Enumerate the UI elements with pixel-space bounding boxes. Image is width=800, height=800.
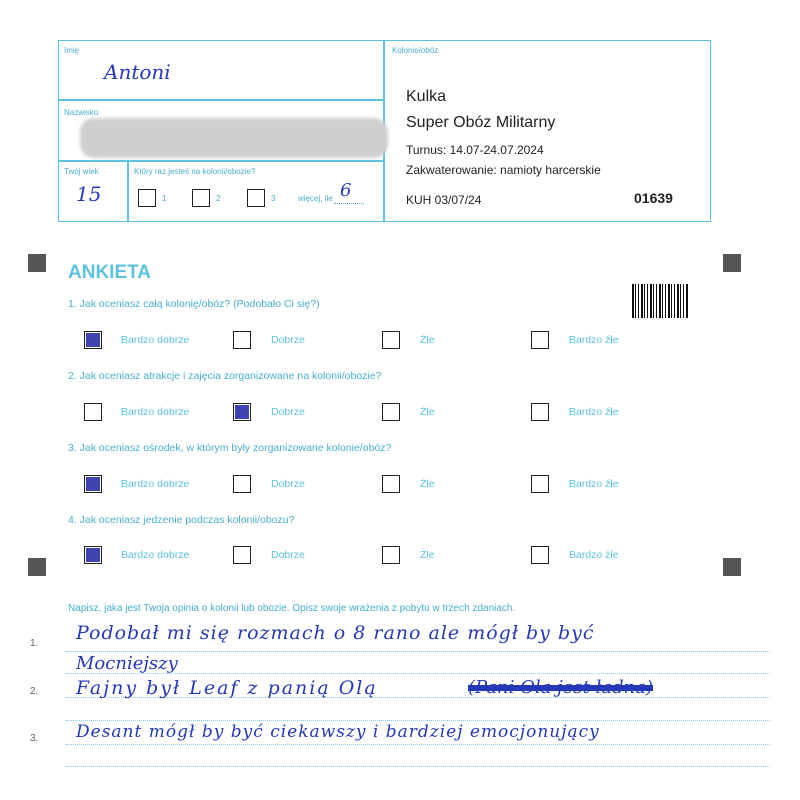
registration-marker-bottom-left [28,558,46,576]
q4-option-dobrze: Dobrze [271,549,305,561]
question-4: 4. Jak oceniasz jedzenie podczas kolonii/obozu? [68,514,295,526]
q4-option-zle: Źle [420,549,435,561]
q2-option-bardzo-zle: Bardzo źle [569,406,619,418]
q4-option-bardzo-dobrze: Bardzo dobrze [121,549,190,561]
visit-option-2: 2 [216,194,221,203]
header-divider-imie [58,99,384,101]
q2-option-bardzo-dobrze: Bardzo dobrze [121,406,190,418]
q3-checkbox-bardzo-zle[interactable] [531,475,549,493]
visit-checkbox-2[interactable] [192,189,210,207]
q2-option-zle: Źle [420,406,435,418]
q3-checkbox-dobrze[interactable] [233,475,251,493]
opinion-sentence-3: Desant mógł by być ciekawszy i bardziej emocjonujący [76,722,600,742]
q1-checkbox-zle[interactable] [382,331,400,349]
visit-checkbox-1[interactable] [138,189,156,207]
wiek-value: 15 [76,182,102,206]
visit-option-1: 1 [162,194,167,203]
header-divider-nazwisko [58,160,384,162]
opinion-crossed-out: (Pani Ola jest ładna) [468,677,653,698]
camp-name: Kulka [406,88,447,105]
barcode [632,284,688,318]
q4-checkbox-dobrze[interactable] [233,546,251,564]
visit-option-3: 3 [271,194,276,203]
q2-checkbox-dobrze[interactable] [233,403,251,421]
q1-option-zle: Źle [420,334,435,346]
opinion-line-3b [66,766,770,767]
wiecej-value: 6 [340,180,352,201]
nazwisko-label: Nazwisko [64,108,99,117]
q1-option-bardzo-dobrze: Bardzo dobrze [121,334,190,346]
camp-title: Super Obóz Militarny [406,114,556,131]
q2-checkbox-zle[interactable] [382,403,400,421]
q3-checkbox-bardzo-dobrze[interactable] [84,475,102,493]
opinion-sentence-1-continued: Mocniejszy [76,653,178,674]
line-number-2: 2. [30,686,39,697]
q4-checkbox-zle[interactable] [382,546,400,564]
question-1: 1. Jak oceniasz całą kolonię/obóz? (Podobało Ci się?) [68,298,320,310]
imie-label: Imię [64,46,80,55]
wiecej-line [334,203,364,204]
question-2: 2. Jak oceniasz atrakcje i zajęcia zorganizowane na kolonii/obozie? [68,370,382,382]
visit-checkbox-3[interactable] [247,189,265,207]
wiek-label: Twój wiek [64,167,99,176]
q3-checkbox-zle[interactable] [382,475,400,493]
kolonie-label: Kolonie/obóz [392,46,439,55]
zakwaterowanie: Zakwaterowanie: namioty harcerskie [406,163,601,177]
opinion-line-2b [66,720,770,721]
registration-marker-top-right [723,254,741,272]
header-divider-wiek [127,160,129,222]
q4-checkbox-bardzo-dobrze[interactable] [84,546,102,564]
form-number: 01639 [634,190,673,206]
opinion-line-1 [66,651,770,652]
q1-checkbox-bardzo-dobrze[interactable] [84,331,102,349]
q2-checkbox-bardzo-zle[interactable] [531,403,549,421]
line-number-3: 3. [30,733,39,744]
opinion-line-3 [66,744,770,745]
q3-option-bardzo-zle: Bardzo źle [569,478,619,490]
imie-value: Antoni [104,60,171,84]
question-3: 3. Jak oceniasz ośrodek, w którym były zorganizowane kolonie/obóz? [68,442,392,454]
q2-option-dobrze: Dobrze [271,406,305,418]
opinion-sentence-1: Podobał mi się rozmach o 8 rano ale mógł by być [76,622,595,644]
turnus: Turnus: 14.07-24.07.2024 [406,143,544,157]
line-number-1: 1. [30,638,39,649]
q4-option-bardzo-zle: Bardzo źle [569,549,619,561]
registration-marker-bottom-right [723,558,741,576]
nazwisko-redacted [80,118,388,158]
q3-option-bardzo-dobrze: Bardzo dobrze [121,478,190,490]
camp-code: KUH 03/07/24 [406,193,482,207]
q1-checkbox-bardzo-zle[interactable] [531,331,549,349]
opinion-sentence-2: Fajny był Leaf z panią Olą [76,677,378,699]
q3-option-dobrze: Dobrze [271,478,305,490]
registration-marker-top-left [28,254,46,272]
q1-option-bardzo-zle: Bardzo źle [569,334,619,346]
q2-checkbox-bardzo-dobrze[interactable] [84,403,102,421]
opinion-prompt: Napisz, jaka jest Twoja opinia o kolonii lub obozie. Opisz swoje wrażenia z pobytu w trzech zdaniach. [68,603,516,614]
q1-checkbox-dobrze[interactable] [233,331,251,349]
wiecej-label: więcej, ile [298,194,333,203]
q3-option-zle: Źle [420,478,435,490]
ktory-raz-label: Który raz jesteś na kolonii/obozie? [134,167,256,176]
q1-option-dobrze: Dobrze [271,334,305,346]
survey-title: ANKIETA [68,262,152,283]
q4-checkbox-bardzo-zle[interactable] [531,546,549,564]
